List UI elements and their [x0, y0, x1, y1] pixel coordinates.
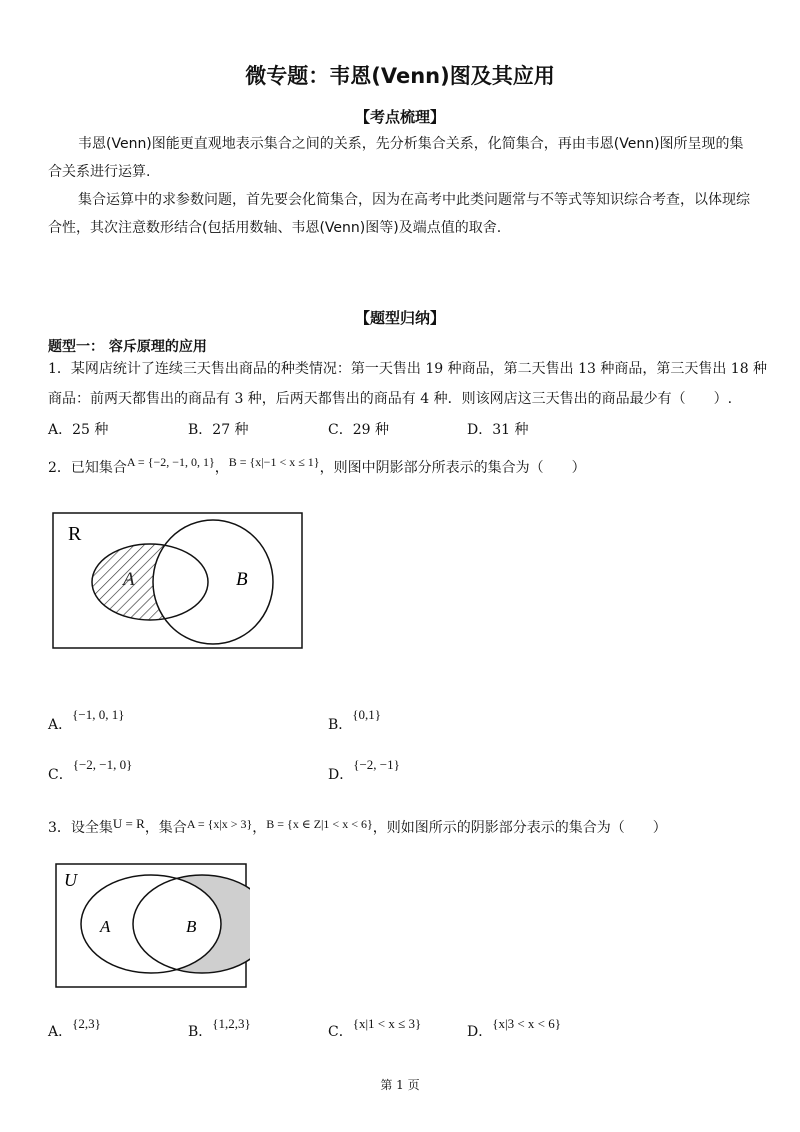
- q3-option-c-value: {x|1 < x ≤ 3}: [352, 1016, 422, 1031]
- q3-venn-diagram: [54, 862, 250, 990]
- q3-universe-label: U: [64, 870, 77, 890]
- q3-set-a: A = {x|x > 3}: [186, 817, 253, 831]
- q2-option-d: [328, 757, 400, 785]
- q3-comma: ，: [252, 820, 267, 836]
- q2-universe-rect: [53, 513, 302, 648]
- q2-option-a-value: {−1, 0, 1}: [72, 707, 125, 722]
- q2-option-b: [328, 707, 382, 735]
- q2-set-b: B = {x|−1 < x ≤ 1}: [228, 455, 320, 469]
- q2-option-d-value: {−2, −1}: [353, 757, 400, 772]
- q3-option-d: [467, 1016, 561, 1042]
- q1-option-b: B．27 种: [188, 422, 249, 438]
- q2-option-c-letter: C．: [48, 767, 73, 783]
- question-type-heading: 题型一： 容斥原理的应用: [48, 339, 207, 355]
- q3-label-b: B: [186, 917, 197, 936]
- q2-option-a-letter: A．: [48, 717, 73, 733]
- section-heading-key-points: 【考点梳理】: [354, 108, 445, 126]
- q3-option-b-value: {1,2,3}: [212, 1016, 251, 1031]
- q3-suffix: ，则如图所示的阴影部分表示的集合为（ ）: [372, 820, 667, 836]
- q2-option-a: [48, 707, 125, 735]
- q3-option-c: [328, 1016, 422, 1042]
- q3-set-b: B = {x ∈ Z|1 < x < 6}: [266, 817, 373, 831]
- q2-label-b: B: [236, 569, 248, 590]
- q2-prefix: 2．已知集合: [48, 460, 127, 476]
- q2-option-c: [48, 757, 133, 785]
- q1-option-c: C．29 种: [328, 422, 389, 438]
- q2-set-a: A = {−2, −1, 0, 1}: [126, 455, 215, 469]
- q1-option-d: D．31 种: [467, 422, 529, 438]
- q1-line-2: 商品：前两天都售出的商品有 3 种，后两天都售出的商品有 4 种．则该网店这三天售出的商品最少有（ ）.: [48, 391, 733, 407]
- q3-option-b: [188, 1016, 251, 1042]
- q3-set-u: U = R: [112, 816, 145, 831]
- q2-stem: [48, 455, 586, 478]
- key-points-paragraph-2: 集合运算中的求参数问题，首先要会化简集合，因为在高考中此类问题常与不等式等知识综合考查，以体现综合性，其次注意数形结合(包括用数轴、韦恩(Venn)图等)及端点值的取舍.: [48, 192, 750, 236]
- q2-label-a: A: [123, 569, 135, 590]
- q2-suffix: ，则图中阴影部分所表示的集合为（ ）: [319, 460, 586, 476]
- q3-option-d-letter: D．: [467, 1024, 493, 1040]
- section-heading-question-types: 【题型归纳】: [354, 309, 445, 327]
- page-number-footer: 第 1 页: [380, 1078, 420, 1092]
- q3-option-a-value: {2,3}: [72, 1016, 101, 1031]
- q2-option-b-letter: B．: [328, 717, 353, 733]
- q3-option-a: [48, 1016, 101, 1042]
- q2-option-d-letter: D．: [328, 767, 354, 783]
- q2-option-c-value: {−2, −1, 0}: [72, 757, 133, 772]
- q3-option-a-letter: A．: [48, 1024, 73, 1040]
- q2-circle-b: [153, 520, 273, 644]
- q3-label-a: A: [100, 917, 111, 936]
- page-title: 微专题：韦恩(Venn)图及其应用: [245, 64, 555, 88]
- key-points-paragraph-1: 韦恩(Venn)图能更直观地表示集合之间的关系，先分析集合关系，化简集合，再由韦恩(Venn)图所呈现的集合关系进行运算.: [48, 136, 744, 180]
- q3-prefix: 3．设全集: [48, 820, 113, 836]
- q3-option-d-value: {x|3 < x < 6}: [492, 1016, 561, 1031]
- q2-option-b-value: {0,1}: [352, 707, 382, 722]
- q3-stem: [48, 818, 667, 838]
- q2-comma: ，: [214, 460, 229, 476]
- q3-option-b-letter: B．: [188, 1024, 213, 1040]
- q1-option-a: A．25 种: [48, 422, 109, 438]
- q1-line-1: 1．某网店统计了连续三天售出商品的种类情况：第一天售出 19 种商品，第二天售出 13 种商品，第三天售出 18 种: [48, 361, 768, 377]
- q2-venn-diagram: [50, 510, 306, 652]
- q3-option-c-letter: C．: [328, 1024, 353, 1040]
- q2-universe-label: R: [68, 523, 82, 545]
- q3-mid: ，集合: [144, 820, 187, 836]
